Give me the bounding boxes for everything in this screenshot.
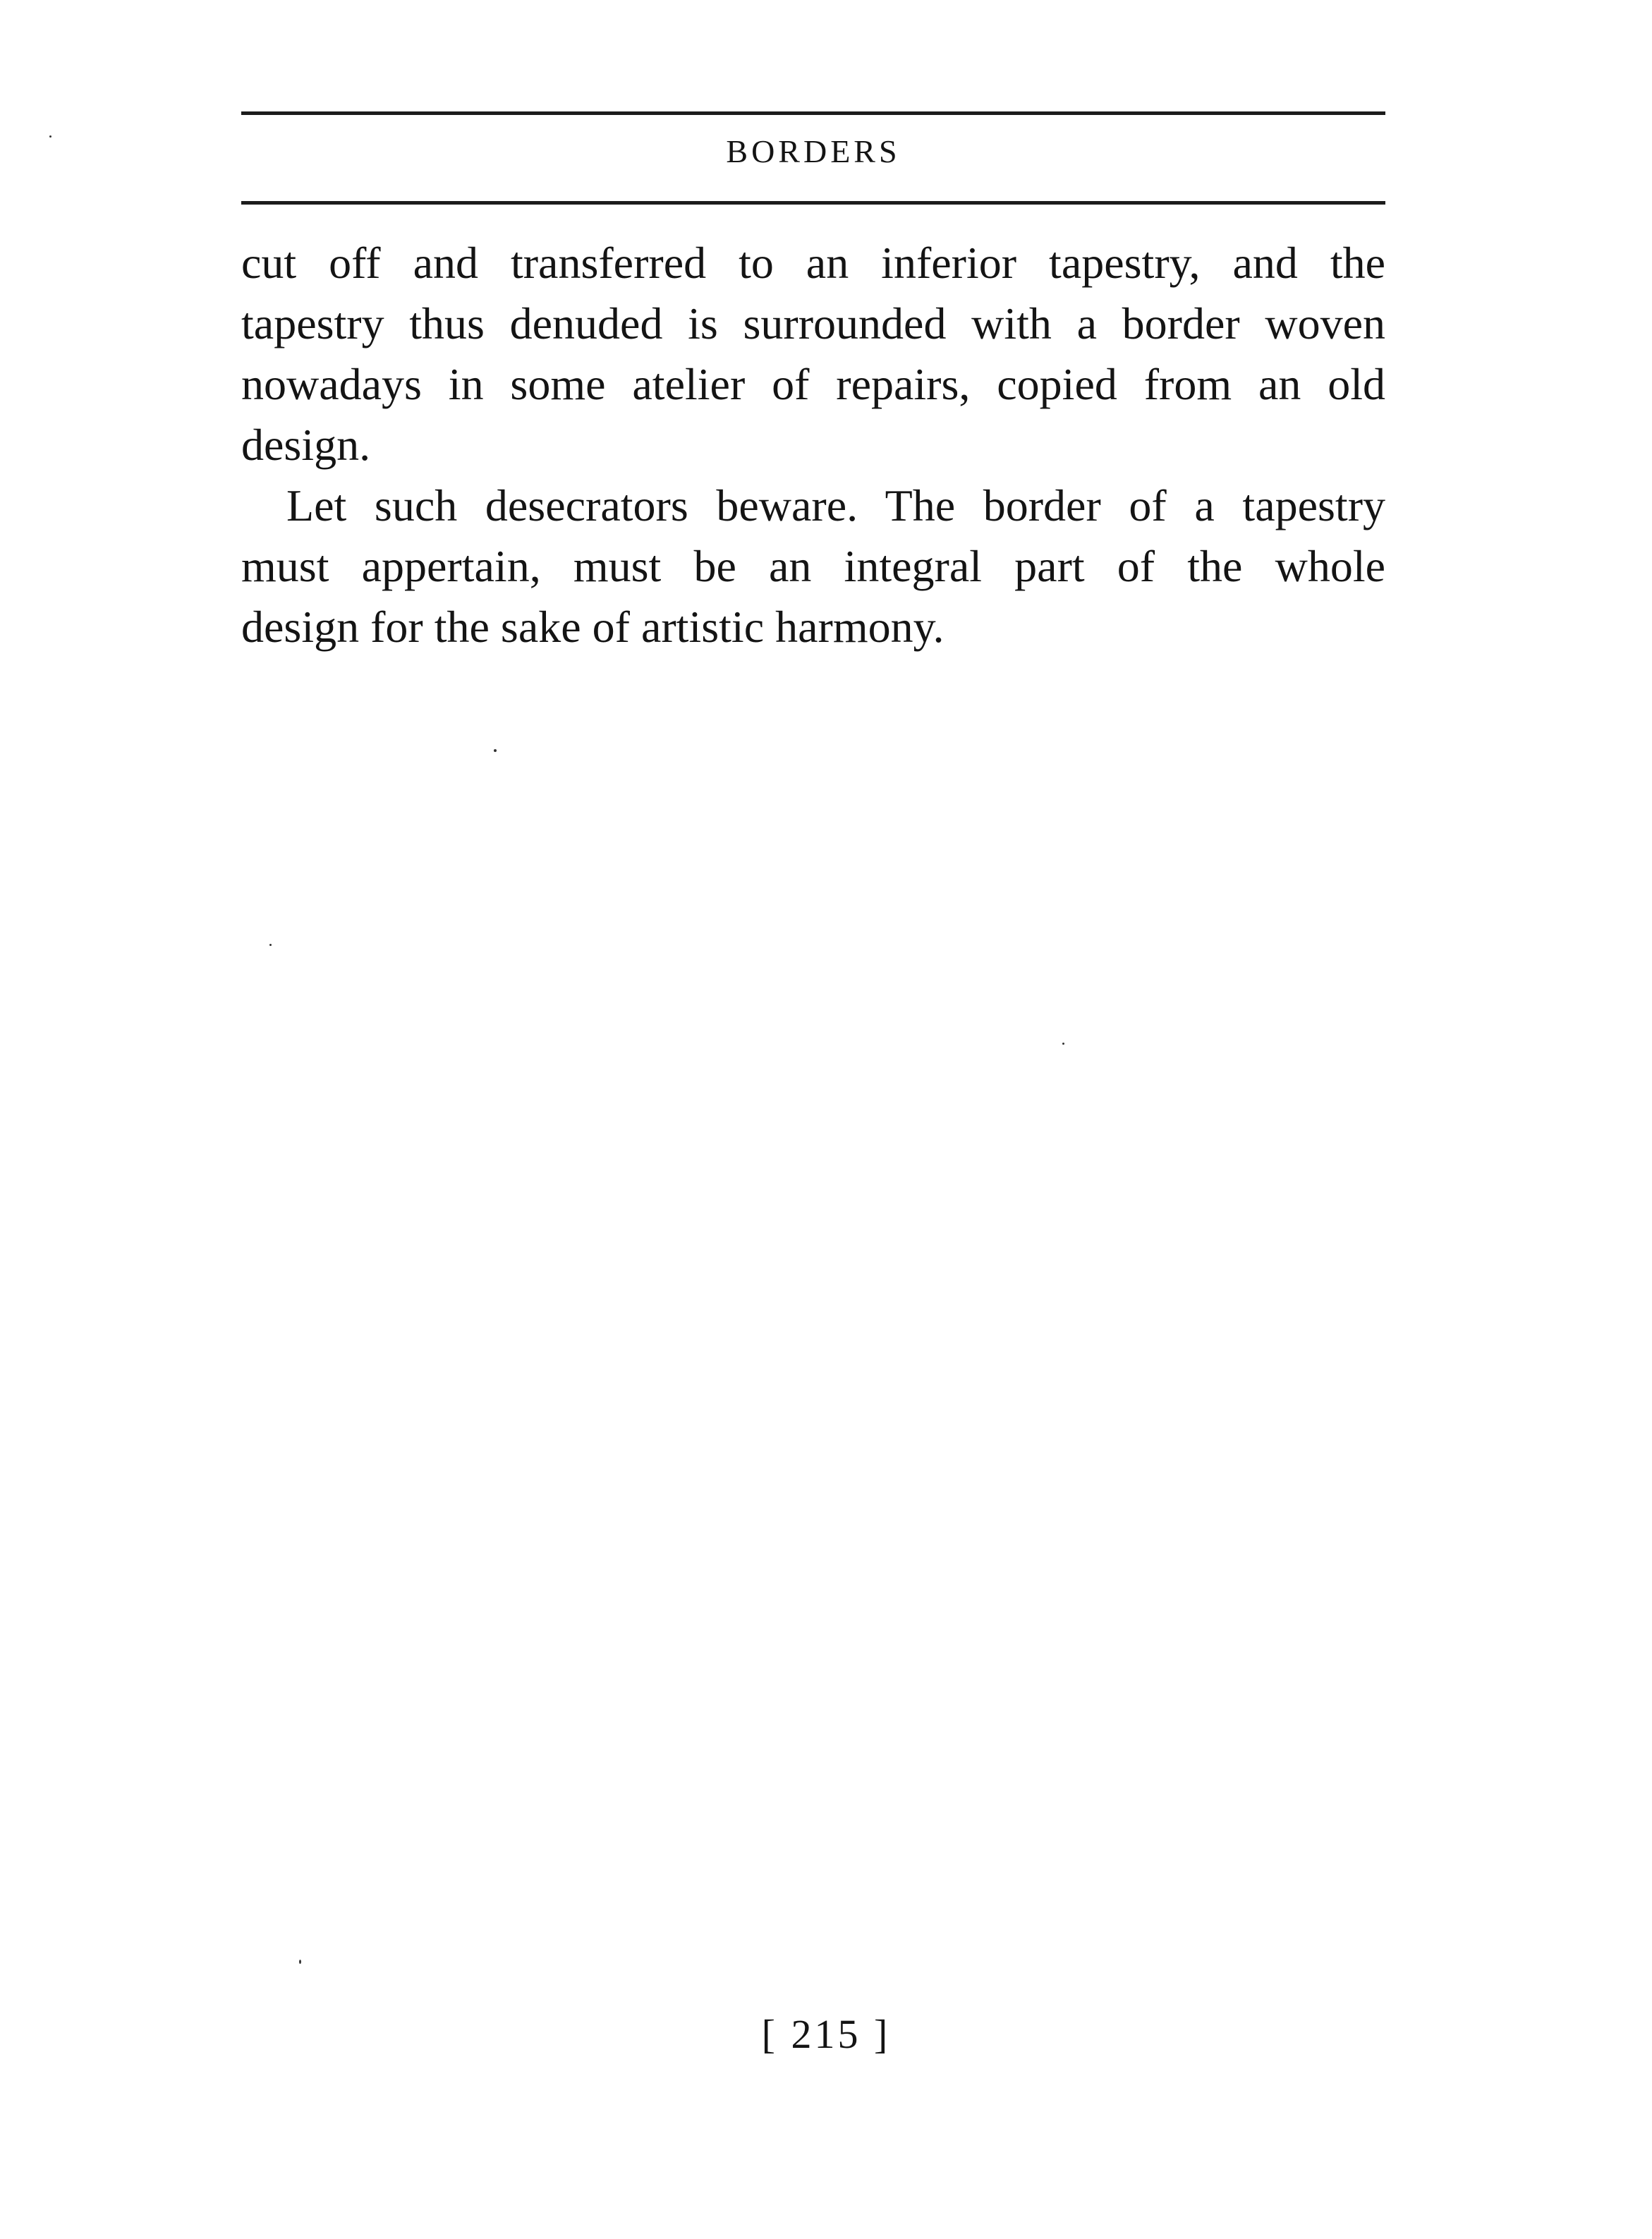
paragraph-1 (241, 233, 1385, 475)
scan-speck (49, 135, 51, 138)
text-line: cut off and transferred to an inferior tapestry, and the (241, 238, 1385, 288)
scan-speck (269, 944, 272, 946)
header-rule-bottom (241, 201, 1385, 205)
text-line: nowadays in some atelier of repairs, copied from an old (241, 359, 1385, 409)
scan-speck (494, 749, 497, 752)
body-text (241, 233, 1385, 657)
running-head: BORDERS (726, 133, 901, 169)
scan-speck (299, 1960, 301, 1964)
text-line: must appertain, must be an integral part of the whole (241, 541, 1385, 591)
page-number: [ 215 ] (761, 2011, 891, 2057)
text-line: design for the sake of artistic harmony. (241, 602, 945, 652)
text-line: design. (241, 420, 371, 470)
header-rule-top (241, 111, 1385, 115)
scan-speck (1062, 1043, 1064, 1045)
paragraph-2 (241, 475, 1385, 657)
text-line: tapestry thus denuded is surrounded with a border woven (241, 298, 1385, 348)
text-line: Let such desecrators beware. The border of a tapestry (286, 480, 1385, 530)
